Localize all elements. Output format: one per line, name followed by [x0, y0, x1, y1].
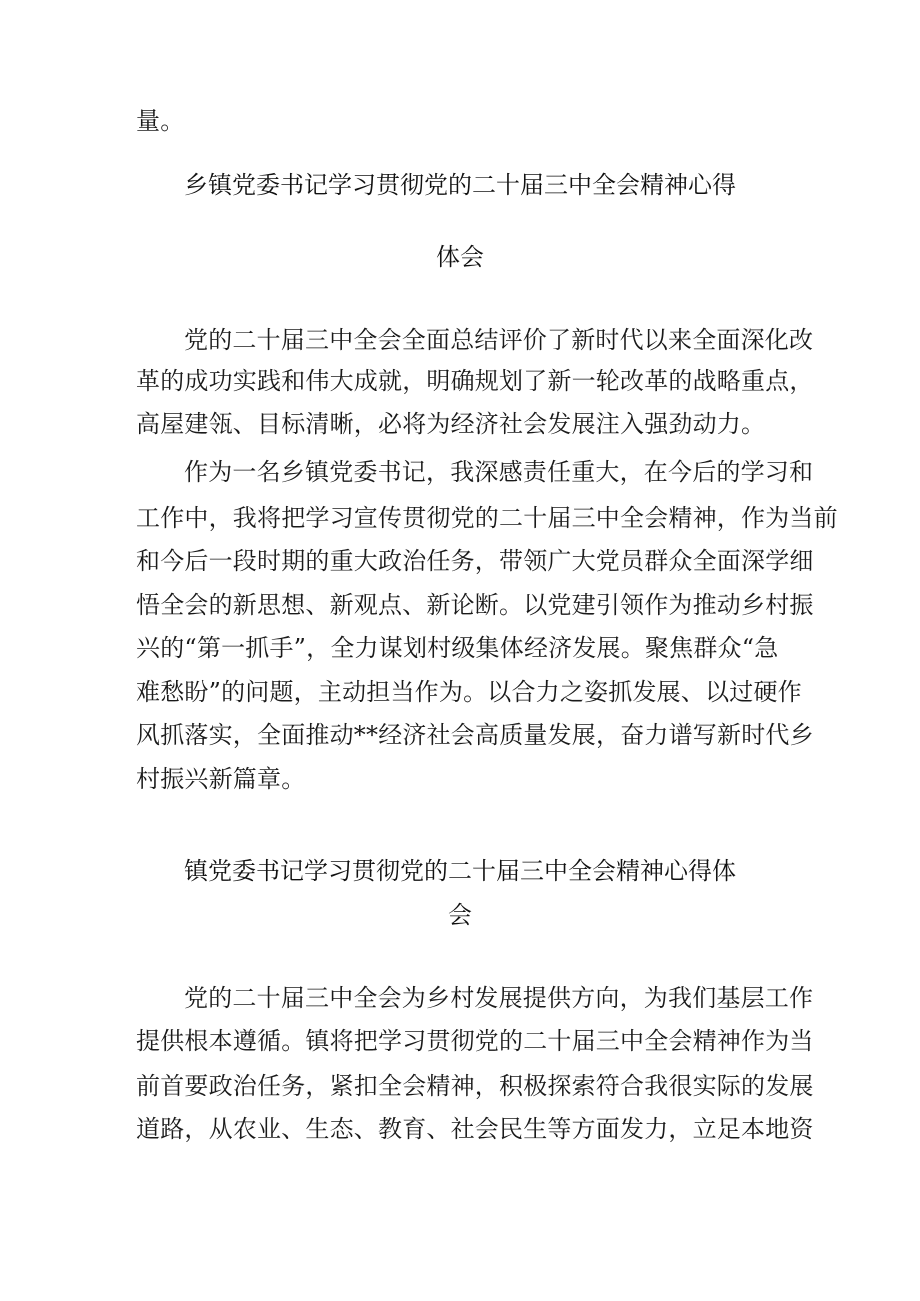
section1-line: 和今后一段时期的重大政治任务，带领广大党员群众全面深学细: [136, 547, 814, 575]
section1-line: 难愁盼”的问题，主动担当作为。以合力之姿抓发展、以过硬作: [136, 678, 802, 706]
section1-line: 村振兴新篇章。: [136, 765, 306, 793]
section2-title-line1: 镇党委书记学习贯彻党的二十届三中全会精神心得体: [184, 857, 736, 885]
section2-line: 前首要政治任务，紧扣全会精神，积极探索符合我很实际的发展: [136, 1072, 814, 1100]
section1-line: 悟全会的新思想、新观点、新论断。以党建引领作为推动乡村振: [136, 591, 814, 619]
paragraph-fragment: 量。: [136, 107, 185, 135]
section1-line: 高屋建瓴、目标清晰，必将为经济社会发展注入强劲动力。: [136, 410, 766, 438]
section2-title-line2: 会: [448, 901, 472, 929]
section2-line: 党的二十届三中全会为乡村发展提供方向，为我们基层工作: [184, 984, 814, 1012]
section1-line: 党的二十届三中全会全面总结评价了新时代以来全面深化改: [184, 326, 814, 354]
section1-line: 风抓落实，全面推动**经济社会高质量发展，奋力谱写新时代乡: [136, 721, 814, 749]
section1-title-line2: 体会: [436, 243, 484, 271]
section1-line: 工作中，我将把学习宣传贯彻党的二十届三中全会精神，作为当前: [136, 504, 838, 532]
section1-title-line1: 乡镇党委书记学习贯彻党的二十届三中全会精神心得: [184, 171, 736, 199]
section2-line: 道路，从农业、生态、教育、社会民生等方面发力，立足本地资: [136, 1115, 814, 1143]
section1-line: 兴的“第一抓手”，全力谋划村级集体经济发展。聚焦群众“急: [136, 634, 779, 662]
section1-line: 作为一名乡镇党委书记，我深感责任重大，在今后的学习和: [184, 458, 814, 486]
section2-line: 提供根本遵循。镇将把学习贯彻党的二十届三中全会精神作为当: [136, 1027, 814, 1055]
section1-line: 革的成功实践和伟大成就，明确规划了新一轮改革的战略重点，: [136, 367, 814, 395]
